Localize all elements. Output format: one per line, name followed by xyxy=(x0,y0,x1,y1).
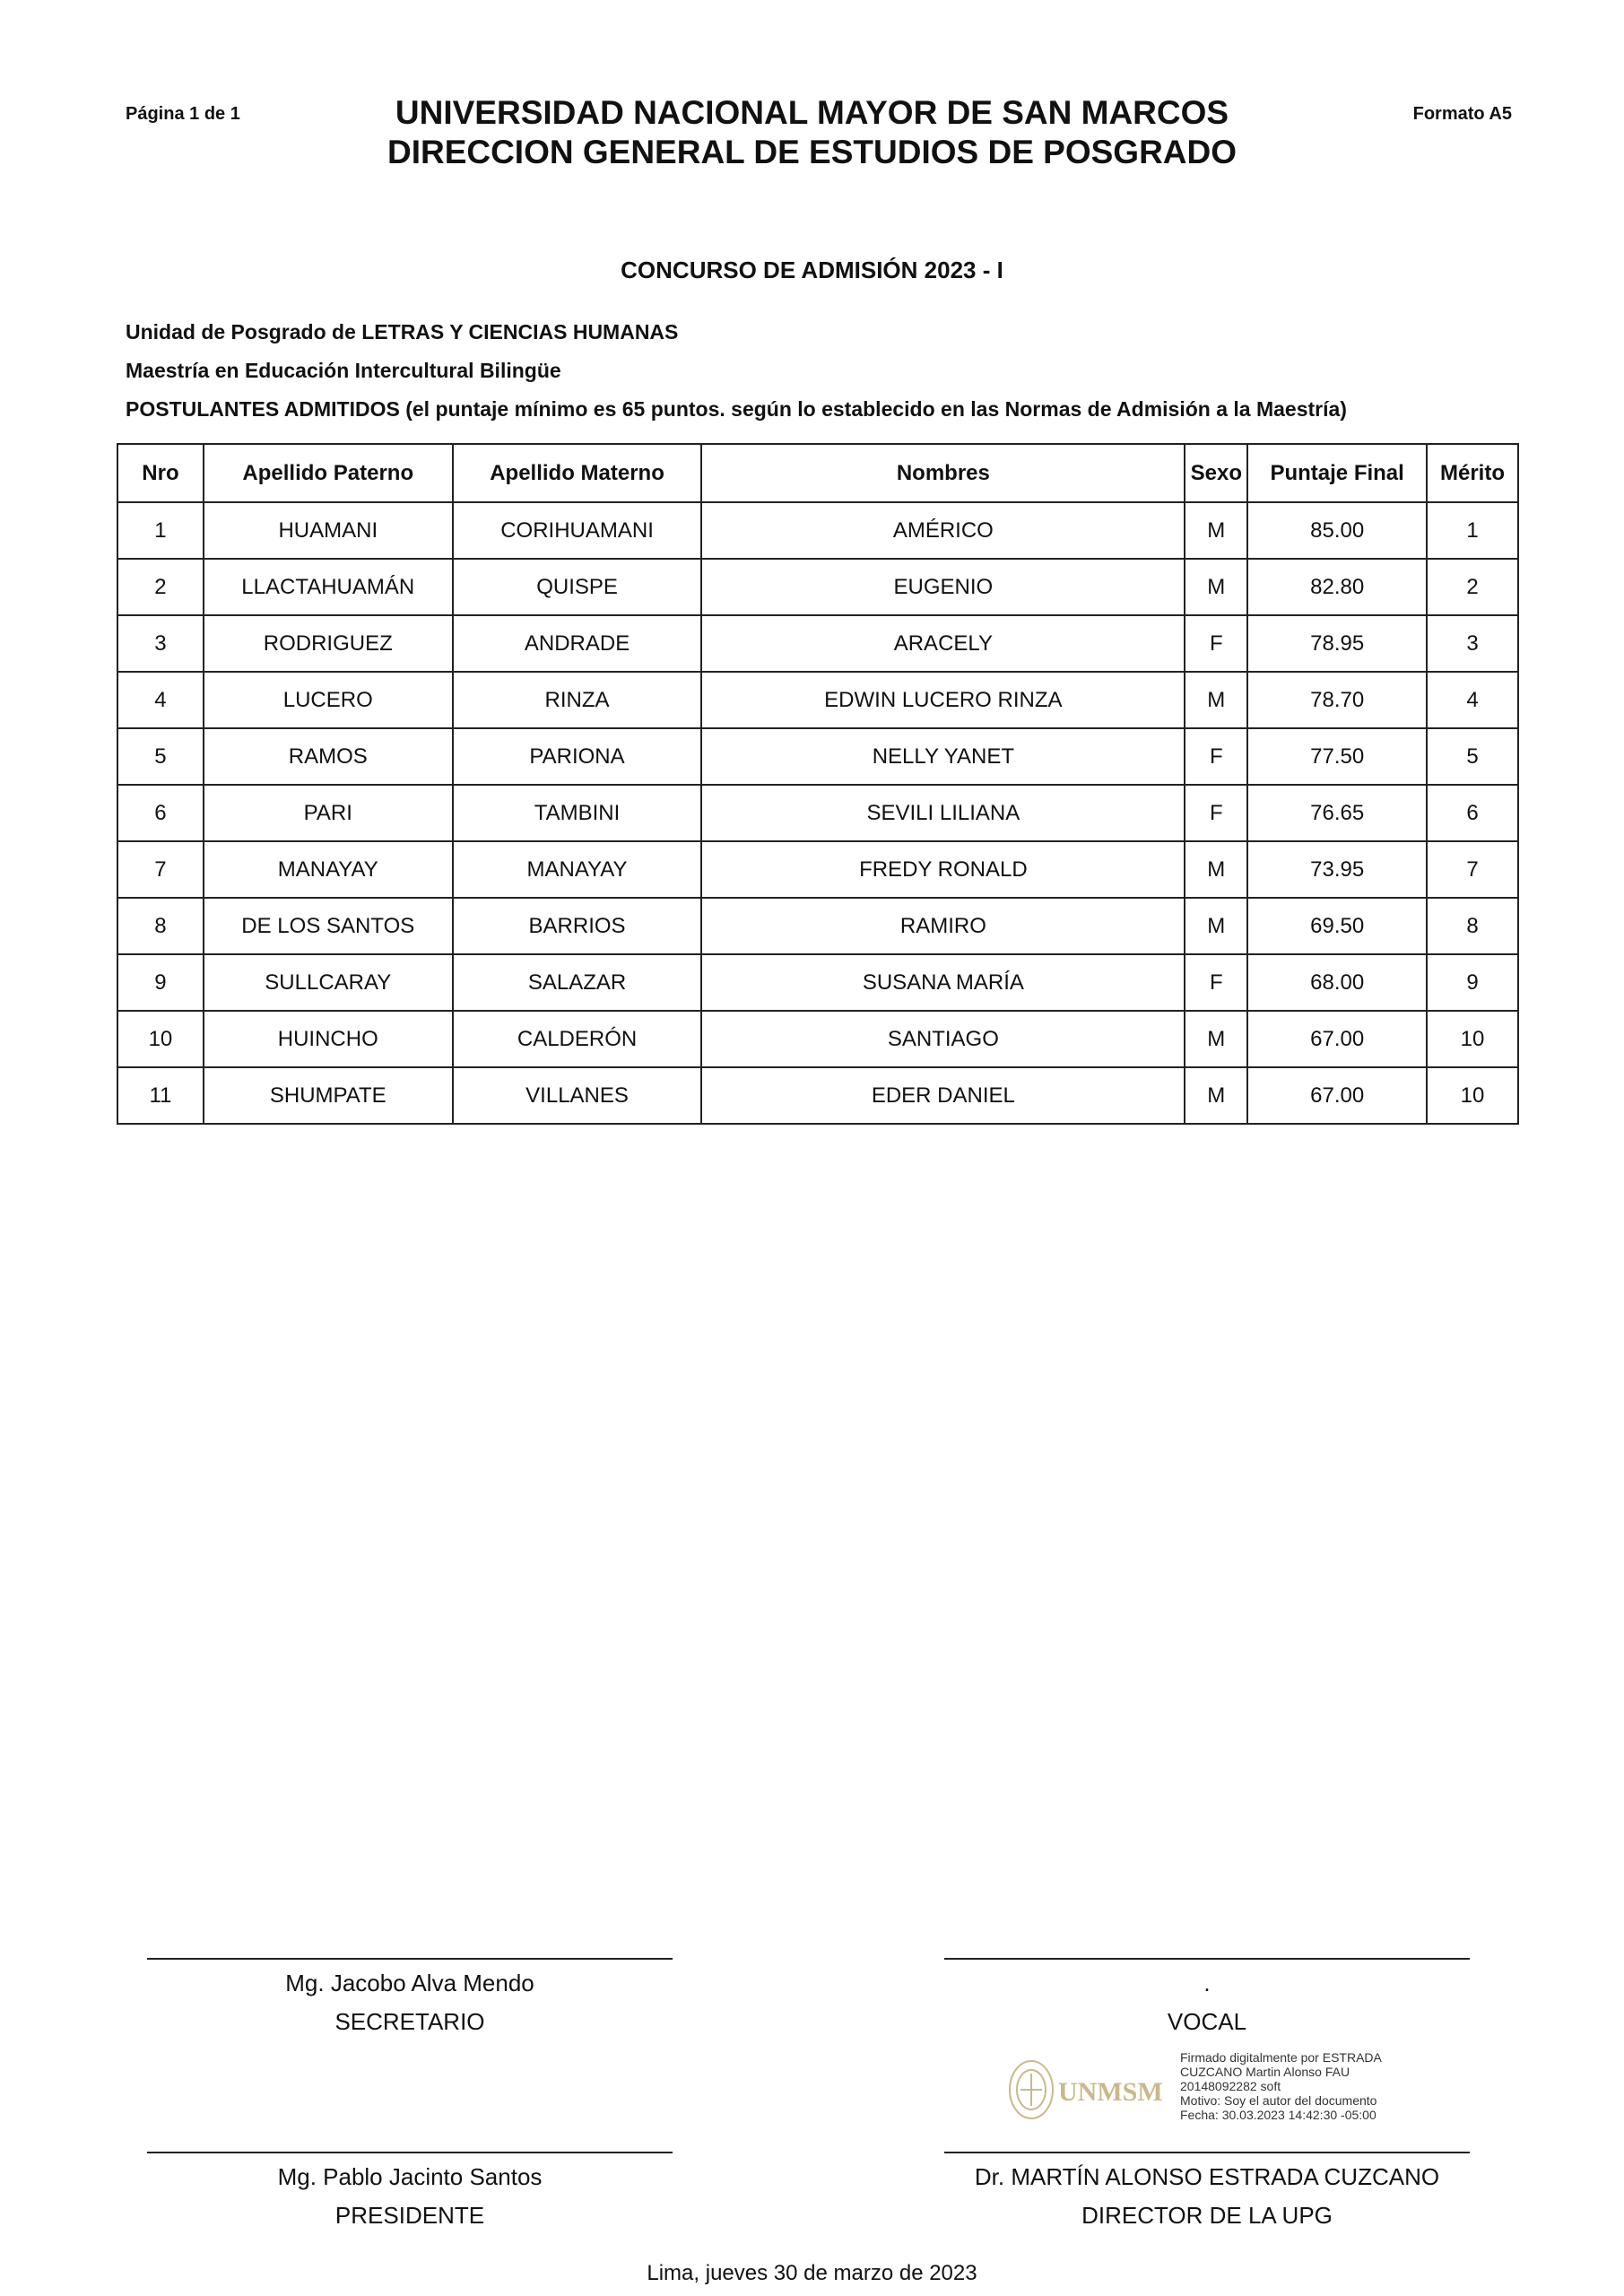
cell-puntaje-final: 67.00 xyxy=(1247,1067,1427,1124)
cell-merito: 2 xyxy=(1427,559,1518,615)
cell-nro: 11 xyxy=(117,1067,204,1124)
cell-nombres: SEVILI LILIANA xyxy=(701,785,1185,841)
table-row xyxy=(117,672,1518,728)
col-header-nombres: Nombres xyxy=(701,444,1185,502)
cell-nombres: SUSANA MARÍA xyxy=(701,954,1185,1011)
president-name: Mg. Pablo Jacinto Santos xyxy=(277,2163,543,2190)
cell-nombres: EDER DANIEL xyxy=(701,1067,1185,1124)
cell-nro: 7 xyxy=(117,841,204,898)
table-row xyxy=(117,1067,1518,1124)
col-header-sexo: Sexo xyxy=(1185,444,1247,502)
admitted-line: POSTULANTES ADMITIDOS (el puntaje mínimo es 65 puntos. según lo establecido en las Normas de Admisión a la Maestría) xyxy=(126,397,1347,421)
cell-apellido-materno: ANDRADE xyxy=(453,615,702,672)
cell-nro: 2 xyxy=(117,559,204,615)
cell-puntaje-final: 85.00 xyxy=(1247,502,1427,559)
cell-nombres: ARACELY xyxy=(701,615,1185,672)
col-header-apellido-paterno: Apellido Paterno xyxy=(204,444,453,502)
cell-apellido-paterno: RODRIGUEZ xyxy=(204,615,453,672)
secretary-signature-line xyxy=(147,1958,673,1960)
cell-apellido-materno: QUISPE xyxy=(453,559,702,615)
cell-apellido-materno: MANAYAY xyxy=(453,841,702,898)
cell-nombres: SANTIAGO xyxy=(701,1011,1185,1067)
table-row xyxy=(117,1011,1518,1067)
cell-merito: 9 xyxy=(1427,954,1518,1011)
cell-merito: 1 xyxy=(1427,502,1518,559)
contest-title: CONCURSO DE ADMISIÓN 2023 - I xyxy=(621,257,1003,283)
cell-merito: 8 xyxy=(1427,898,1518,954)
cell-puntaje-final: 78.95 xyxy=(1247,615,1427,672)
cell-nro: 4 xyxy=(117,672,204,728)
table-row xyxy=(117,785,1518,841)
cell-apellido-materno: CALDERÓN xyxy=(453,1011,702,1067)
stamp-line: Motivo: Soy el autor del documento xyxy=(1180,2093,1377,2108)
cell-merito: 4 xyxy=(1427,672,1518,728)
cell-puntaje-final: 73.95 xyxy=(1247,841,1427,898)
cell-apellido-paterno: RAMOS xyxy=(204,728,453,785)
table-row xyxy=(117,841,1518,898)
cell-apellido-paterno: HUINCHO xyxy=(204,1011,453,1067)
table-row xyxy=(117,898,1518,954)
cell-apellido-paterno: LUCERO xyxy=(204,672,453,728)
table-header-row xyxy=(117,444,1518,502)
director-role: DIRECTOR DE LA UPG xyxy=(1081,2202,1333,2229)
cell-puntaje-final: 69.50 xyxy=(1247,898,1427,954)
cell-nro: 1 xyxy=(117,502,204,559)
cell-apellido-materno: VILLANES xyxy=(453,1067,702,1124)
svg-text:UNMSM: UNMSM xyxy=(1058,2077,1163,2107)
stamp-line: Fecha: 30.03.2023 14:42:30 -05:00 xyxy=(1180,2108,1376,2122)
cell-nro: 5 xyxy=(117,728,204,785)
vocal-name: . xyxy=(1203,1970,1211,1996)
col-header-nro: Nro xyxy=(117,444,204,502)
cell-sexo: M xyxy=(1185,672,1247,728)
cell-nombres: EUGENIO xyxy=(701,559,1185,615)
director-signature-line xyxy=(944,2152,1470,2153)
table-row xyxy=(117,615,1518,672)
cell-puntaje-final: 78.70 xyxy=(1247,672,1427,728)
cell-merito: 6 xyxy=(1427,785,1518,841)
cell-sexo: M xyxy=(1185,1011,1247,1067)
cell-apellido-materno: PARIONA xyxy=(453,728,702,785)
cell-apellido-paterno: MANAYAY xyxy=(204,841,453,898)
secretary-role: SECRETARIO xyxy=(334,2008,485,2035)
cell-apellido-paterno: SHUMPATE xyxy=(204,1067,453,1124)
university-title: UNIVERSIDAD NACIONAL MAYOR DE SAN MARCOS xyxy=(395,94,1229,131)
cell-apellido-paterno: DE LOS SANTOS xyxy=(204,898,453,954)
cell-merito: 7 xyxy=(1427,841,1518,898)
table-row xyxy=(117,728,1518,785)
cell-nro: 9 xyxy=(117,954,204,1011)
cell-nombres: AMÉRICO xyxy=(701,502,1185,559)
cell-sexo: F xyxy=(1185,954,1247,1011)
president-signature-line xyxy=(147,2152,673,2153)
cell-apellido-paterno: PARI xyxy=(204,785,453,841)
cell-puntaje-final: 68.00 xyxy=(1247,954,1427,1011)
table-row xyxy=(117,559,1518,615)
cell-puntaje-final: 77.50 xyxy=(1247,728,1427,785)
cell-sexo: F xyxy=(1185,728,1247,785)
cell-nombres: EDWIN LUCERO RINZA xyxy=(701,672,1185,728)
format-label: Formato A5 xyxy=(1412,104,1512,124)
cell-nro: 6 xyxy=(117,785,204,841)
cell-nro: 8 xyxy=(117,898,204,954)
cell-sexo: F xyxy=(1185,615,1247,672)
cell-merito: 10 xyxy=(1427,1067,1518,1124)
cell-apellido-materno: TAMBINI xyxy=(453,785,702,841)
cell-nro: 10 xyxy=(117,1011,204,1067)
cell-sexo: M xyxy=(1185,1067,1247,1124)
vocal-signature-line xyxy=(944,1958,1470,1960)
cell-apellido-materno: CORIHUAMANI xyxy=(453,502,702,559)
cell-sexo: M xyxy=(1185,502,1247,559)
cell-merito: 3 xyxy=(1427,615,1518,672)
president-role: PRESIDENTE xyxy=(334,2202,485,2229)
direction-title: DIRECCION GENERAL DE ESTUDIOS DE POSGRADO xyxy=(386,134,1238,170)
cell-puntaje-final: 67.00 xyxy=(1247,1011,1427,1067)
cell-apellido-materno: RINZA xyxy=(453,672,702,728)
cell-sexo: M xyxy=(1185,559,1247,615)
stamp-line: CUZCANO Martin Alonso FAU xyxy=(1180,2065,1350,2079)
cell-nro: 3 xyxy=(117,615,204,672)
table-row xyxy=(117,502,1518,559)
col-header-merito: Mérito xyxy=(1427,444,1518,502)
cell-merito: 5 xyxy=(1427,728,1518,785)
secretary-name: Mg. Jacobo Alva Mendo xyxy=(285,1970,534,1996)
cell-nombres: NELLY YANET xyxy=(701,728,1185,785)
stamp-line: Firmado digitalmente por ESTRADA xyxy=(1180,2050,1382,2065)
col-header-apellido-materno: Apellido Materno xyxy=(453,444,702,502)
digital-signature-stamp xyxy=(1180,2050,1382,2122)
cell-apellido-paterno: SULLCARAY xyxy=(204,954,453,1011)
cell-sexo: M xyxy=(1185,898,1247,954)
unit-line: Unidad de Posgrado de LETRAS Y CIENCIAS HUMANAS xyxy=(126,320,679,344)
cell-apellido-paterno: HUAMANI xyxy=(204,502,453,559)
page-number: Página 1 de 1 xyxy=(126,104,240,124)
table-row xyxy=(117,954,1518,1011)
cell-sexo: M xyxy=(1185,841,1247,898)
cell-puntaje-final: 82.80 xyxy=(1247,559,1427,615)
cell-apellido-materno: SALAZAR xyxy=(453,954,702,1011)
vocal-role: VOCAL xyxy=(1167,2008,1247,2035)
cell-merito: 10 xyxy=(1427,1011,1518,1067)
stamp-line: 20148092282 soft xyxy=(1180,2079,1281,2093)
cell-nombres: FREDY RONALD xyxy=(701,841,1185,898)
footer-date: Lima, jueves 30 de marzo de 2023 xyxy=(647,2261,977,2285)
cell-nombres: RAMIRO xyxy=(701,898,1185,954)
cell-apellido-materno: BARRIOS xyxy=(453,898,702,954)
cell-puntaje-final: 76.65 xyxy=(1247,785,1427,841)
results-table xyxy=(117,443,1519,1125)
col-header-puntaje-final: Puntaje Final xyxy=(1247,444,1427,502)
director-name: Dr. MARTÍN ALONSO ESTRADA CUZCANO xyxy=(974,2163,1440,2190)
program-line: Maestría en Educación Intercultural Bilingüe xyxy=(126,359,561,382)
cell-sexo: F xyxy=(1185,785,1247,841)
cell-apellido-paterno: LLACTAHUAMÁN xyxy=(204,559,453,615)
